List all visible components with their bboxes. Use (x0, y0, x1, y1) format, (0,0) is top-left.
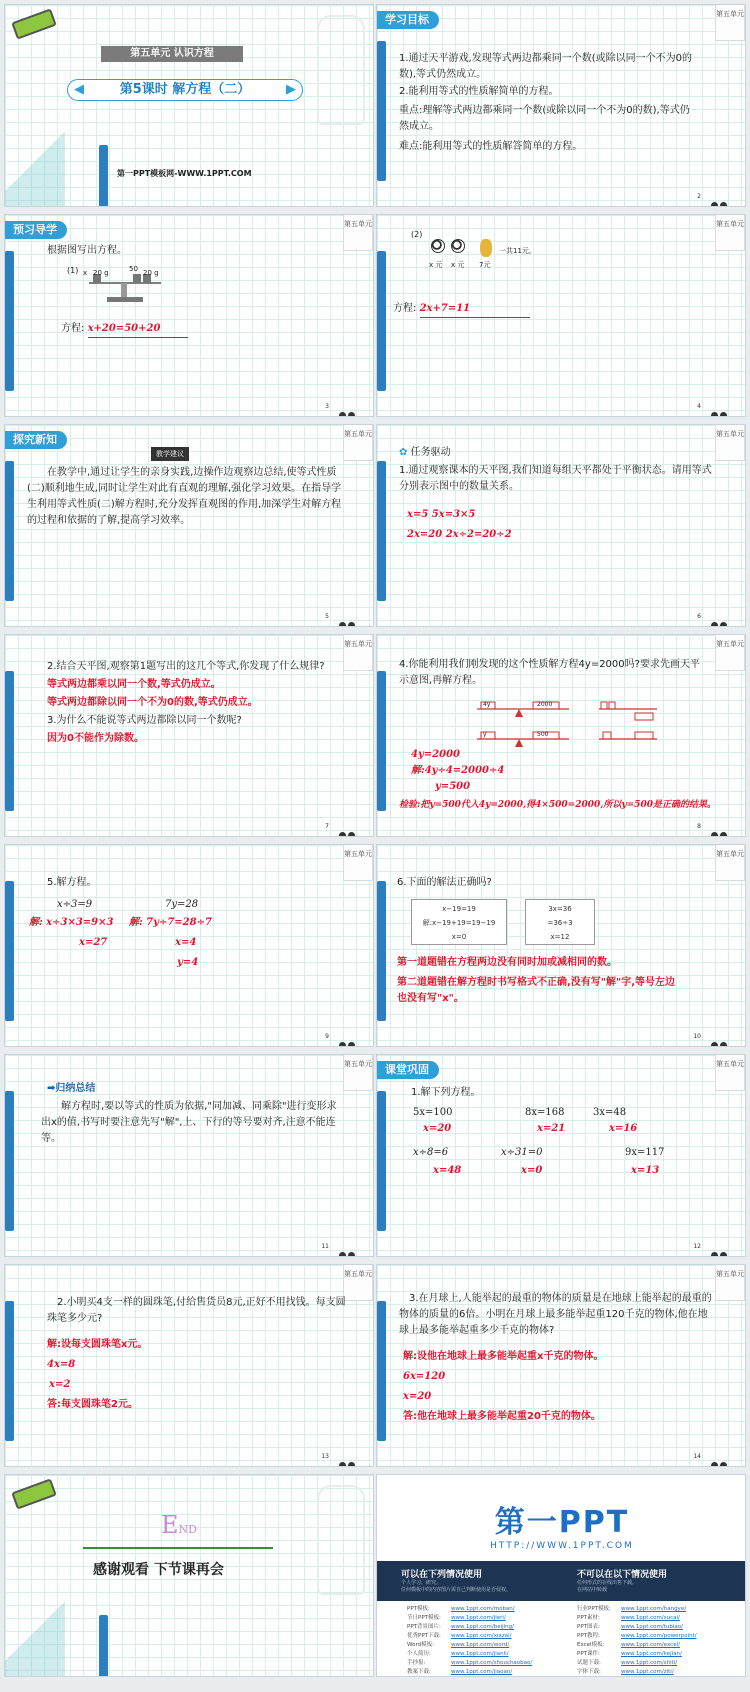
link-label: 个人简历: (407, 1651, 431, 1657)
item-number: (2) (411, 230, 423, 239)
problem-3: 3.在月球上,人能举起的最重的物体的质量是在地球上能举起的最重的物体的质量的6倍。小明在月球上最多能举起重120千克的物体,他在地球上最多能举起重多少千克的物体? (399, 1293, 712, 1336)
practice-eq-4: x÷8=6 (413, 1147, 449, 1158)
allowed-note-1: 个人学习、研究。 (401, 1580, 442, 1586)
nav-dots-icon[interactable] (709, 614, 737, 621)
backpack-icon (317, 15, 365, 125)
forbidden-link-row[interactable] (577, 1640, 680, 1648)
objective-1: 1.通过天平游戏,发现等式两边都乘同一个数(或除以同一个不为0的数),等式仍然成立。 (399, 53, 692, 80)
teaching-tip-box: 教学建议 (151, 447, 189, 461)
prev-arrow-icon[interactable]: ◀ (74, 82, 84, 97)
page-number: 3 (325, 403, 329, 410)
allowed-link-row[interactable] (407, 1622, 514, 1630)
site-footer: 第一PPT模板网-WWW.1PPT.COM (117, 169, 252, 178)
diagram-label-y: y (483, 731, 487, 738)
link-label: PPT背景图片: (407, 1624, 441, 1630)
unit-badge: 第五单元 (343, 845, 373, 881)
allowed-note-2: 任何模板中的内容图片需自己判断使用是否侵权。 (401, 1587, 512, 1593)
box1-line-3: x=0 (451, 933, 467, 941)
weight-label-x: x (83, 269, 88, 277)
unit-badge: 第五单元 (343, 1265, 373, 1301)
allowed-link-row[interactable] (407, 1604, 515, 1612)
link-label: 教案下载: (407, 1669, 431, 1675)
page-number: 6 (697, 613, 701, 620)
link-url[interactable]: www.1ppt.com/powerpoint/ (621, 1633, 697, 1639)
allowed-link-row[interactable] (407, 1658, 532, 1666)
practice-ans-5: x=0 (521, 1165, 543, 1176)
info-panel (377, 1561, 746, 1677)
gear-icon: ✿ (399, 447, 408, 458)
section-tag: 预习导学 (5, 221, 67, 239)
page-number: 5 (325, 613, 329, 620)
link-url[interactable]: www.1ppt.com/word/ (451, 1642, 510, 1648)
weight-label-50: 50 (129, 265, 138, 273)
unit-badge: 第五单元 (715, 425, 745, 461)
eraser-icon (11, 8, 57, 39)
slide-9-solve[interactable] (4, 844, 374, 1047)
unit-badge: 第五单元 (715, 5, 745, 41)
link-url[interactable]: www.1ppt.com/beijing/ (451, 1624, 515, 1630)
link-label: PPT素材: (577, 1615, 600, 1621)
slide-6-task[interactable] (376, 424, 746, 627)
arrow-right-icon: ➡ (47, 1083, 56, 1094)
question-6: 6.下面的解法正确吗? (397, 877, 492, 888)
unit-badge: 第五单元 (715, 845, 745, 881)
section-tag: 课堂巩固 (377, 1061, 439, 1079)
allowed-link-row[interactable] (407, 1649, 509, 1657)
link-url[interactable]: www.1ppt.com/jiaoan/ (451, 1669, 513, 1675)
forbidden-link-row[interactable] (577, 1649, 682, 1657)
pencil-icon (377, 1301, 386, 1441)
solution-line-2: 解:4y÷4=2000÷4 (411, 765, 505, 776)
critique-2: 第二道题错在解方程时书写格式不正确,没有写"解"字,等号左边也没有写"x"。 (397, 977, 676, 1004)
end-mark (161, 1511, 197, 1539)
practice-eq-5: x÷31=0 (501, 1147, 543, 1158)
link-url[interactable]: www.1ppt.com/ziti/ (621, 1669, 674, 1675)
page-number: 2 (697, 193, 701, 200)
link-label: 手抄报: (407, 1660, 426, 1666)
problem-2-ans-2: 4x=8 (47, 1359, 76, 1370)
equation-row (393, 301, 530, 318)
problem-3-ans-2: 6x=120 (403, 1371, 446, 1382)
link-url[interactable]: www.1ppt.com/shiti/ (621, 1660, 678, 1666)
practice-ans-6: x=13 (631, 1165, 660, 1176)
lesson-title: 第5课时 解方程（二） (119, 82, 251, 97)
unit-badge: 第五单元 (715, 215, 745, 251)
problem-3-ans-1: 解:设他在地球上最多能举起重x千克的物体。 (403, 1351, 604, 1362)
nav-dots-icon[interactable] (709, 824, 737, 831)
answer-2a: 等式两边都乘以同一个数,等式仍成立。 (47, 679, 221, 690)
diagram-label-2000: 2000 (537, 701, 553, 708)
answer-2: 2x=20 2x÷2=20÷2 (407, 529, 512, 540)
allowed-title: 可以在下列情况使用 (401, 1570, 483, 1580)
practice-eq-3: 3x=48 (593, 1107, 627, 1118)
forbidden-link-row[interactable] (577, 1613, 680, 1621)
logo-url: HTTP://WWW.1PPT.COM (490, 1541, 634, 1551)
practice-eq-6: 9x=117 (625, 1147, 665, 1158)
pencil-icon (377, 461, 386, 601)
objective-2: 2.能利用等式的性质解简单的方程。 (399, 86, 559, 97)
end-letter-e: E (161, 1511, 179, 1539)
practice-ans-2: x=21 (537, 1123, 566, 1134)
problem-2: 2.小明买4支一样的圆珠笔,付给售货员8元,正好不用找钱。每支圆珠笔多少元? (47, 1297, 346, 1324)
slide-16-info[interactable] (376, 1474, 746, 1677)
pencil-icon (377, 251, 386, 391)
nav-dots-icon[interactable] (337, 1244, 365, 1251)
link-label: 试题下载: (577, 1660, 601, 1666)
item-number: (1) (67, 266, 79, 275)
answer-3: 因为0不能作为除数。 (47, 733, 144, 744)
solution-b-3: y=4 (177, 957, 199, 968)
pineapple-icon (480, 239, 492, 257)
question-2: 2.结合天平图,观察第1题写出的这几个等式,你发现了什么规律? (47, 661, 325, 672)
slide-10-check[interactable] (376, 844, 746, 1047)
slide-11-summary[interactable] (4, 1054, 374, 1257)
practice-ans-4: x=48 (433, 1165, 462, 1176)
link-url[interactable]: www.1ppt.com/xiazai/ (451, 1633, 512, 1639)
forbidden-link-row[interactable] (577, 1631, 697, 1639)
divider (83, 1547, 273, 1549)
end-letters-nd: ND (178, 1523, 197, 1536)
eraser-icon (11, 1478, 57, 1509)
link-label: PPT教程: (577, 1633, 600, 1639)
lesson-title-bar (67, 79, 303, 101)
forbidden-link-row[interactable] (577, 1658, 677, 1666)
page-number: 13 (321, 1453, 329, 1460)
equation-answer: x+20=50+20 (88, 321, 188, 338)
task-heading: ✿ 任务驱动 (399, 447, 451, 458)
diagram-label-4y: 4y (483, 701, 491, 708)
forbidden-title: 不可以在以下情况使用 (577, 1570, 668, 1580)
allowed-link-row[interactable] (407, 1631, 512, 1639)
teaching-tip-text: 在教学中,通过让学生的亲身实践,边操作边观察边总结,使等式性质(二)顺利地生成,同时让学生对此有直观的理解,强化学习效果。在指导学生利用等式性质(二)解方程时,充分发挥直观图的作用,加深学生对解方程的过程和依据的了解,提高学习效率。 (27, 467, 342, 526)
summary-text: 解方程时,要以等式的性质为依据,"同加减、同乘除"进行变形求出x的值,书写时要注意先写"解",上、下行的等号要对齐,注意不能连等。 (41, 1101, 337, 1144)
ball-icon (451, 239, 465, 253)
practice-ans-1: x=20 (423, 1123, 452, 1134)
link-label: Word模板: (407, 1642, 434, 1648)
unit-badge: 第五单元 (343, 635, 373, 671)
slide-4-preview-2[interactable] (376, 214, 746, 417)
solution-a-1: 解: x÷3×3=9×3 (29, 917, 114, 928)
pencil-icon (377, 1091, 386, 1231)
forbidden-note-2: 在网站中转载 (577, 1587, 608, 1593)
practice-eq-1: 5x=100 (413, 1107, 453, 1118)
weight-label-x-unit: 20 g (93, 269, 109, 277)
nav-dots-icon[interactable] (709, 194, 737, 201)
link-url[interactable]: www.1ppt.com/jieri/ (451, 1615, 506, 1621)
page-number: 10 (693, 1033, 701, 1040)
nav-dots-icon[interactable] (709, 404, 737, 411)
link-label: 行业PPT模板: (577, 1606, 611, 1612)
forbidden-link-row[interactable] (577, 1622, 683, 1630)
link-label: 字体下载: (577, 1669, 601, 1675)
slide-15-end[interactable] (4, 1474, 374, 1677)
link-label: 节日PPT模板: (407, 1615, 441, 1621)
thanks-text: 感谢观看 下节课再会 (93, 1562, 224, 1578)
critique-1: 第一道题错在方程两边没有同时加或减相同的数。 (397, 957, 617, 968)
nav-dots-icon[interactable] (337, 824, 365, 831)
link-url[interactable]: www.1ppt.com/jianli/ (451, 1651, 509, 1657)
practice-question: 1.解下列方程。 (411, 1087, 481, 1098)
problem-2-ans-4: 答:每支圆珠笔2元。 (47, 1399, 138, 1410)
diagram-label-500: 500 (537, 731, 549, 738)
link-url[interactable]: www.1ppt.com/shouchaobao/ (451, 1660, 533, 1666)
slide-7-rules[interactable] (4, 634, 374, 837)
equation-a: x÷3=9 (57, 899, 93, 910)
key-point: 重点:理解等式两边都乘同一个数(或除以同一个不为0的数),等式仍然成立。 (399, 105, 690, 132)
slide-12-practice[interactable] (376, 1054, 746, 1257)
backpack-icon (317, 1485, 365, 1595)
allowed-link-row[interactable] (407, 1640, 509, 1648)
box2-line-3: x=12 (550, 933, 570, 941)
page-number: 9 (325, 1033, 329, 1040)
box2-line-1: 3x=36 (548, 905, 572, 913)
slide-8-solve-4y[interactable] (376, 634, 746, 837)
pencil-icon (5, 881, 14, 1021)
link-url[interactable]: www.1ppt.com/hangye/ (621, 1606, 687, 1612)
box1-line-1: x−19=19 (442, 905, 476, 913)
equation-row (61, 321, 188, 338)
triangle-ruler-icon (5, 115, 65, 207)
slide-1-cover[interactable] (4, 4, 374, 207)
problem-2-ans-1: 解:设每支圆珠笔x元。 (47, 1339, 148, 1350)
nav-dots-icon[interactable] (709, 1454, 737, 1461)
difficulty-point: 难点:能利用等式的性质解答简单的方程。 (399, 141, 583, 152)
link-url[interactable]: www.1ppt.com/excel/ (621, 1642, 680, 1648)
equation-label: 方程: (61, 323, 85, 334)
equation-answer: 2x+7=11 (420, 301, 530, 318)
price-label-3: 7元 (479, 261, 491, 269)
nav-dots-icon[interactable] (709, 1244, 737, 1251)
nav-dots-icon[interactable] (337, 1454, 365, 1461)
unit-badge: 第五单元 (343, 1055, 373, 1091)
slide-13-word-problem[interactable] (4, 1264, 374, 1467)
link-label: PPT模板: (407, 1606, 430, 1612)
page-number: 8 (697, 823, 701, 830)
summary-heading: ➡归纳总结 (47, 1083, 96, 1094)
unit-badge: 第五单元 (715, 1055, 745, 1091)
page-number: 11 (321, 1243, 329, 1250)
pencil-icon (5, 1301, 14, 1441)
problem-2-ans-3: x=2 (49, 1379, 71, 1390)
solution-box-1 (411, 899, 507, 945)
pencil-icon (377, 41, 386, 181)
section-tag: 学习目标 (377, 11, 439, 29)
nav-dots-icon[interactable] (709, 1034, 737, 1041)
pencil-icon (377, 671, 386, 811)
box1-line-2: 解:x−19+19=19−19 (422, 919, 496, 927)
answer-1: x=5 5x=3×5 (407, 509, 476, 520)
question-5: 5.解方程。 (47, 877, 97, 888)
question-3: 3.为什么不能说等式两边都除以同一个数呢? (47, 715, 242, 726)
page-number: 7 (325, 823, 329, 830)
answer-2b: 等式两边都除以同一个不为0的数,等式仍成立。 (47, 697, 258, 708)
pencil-icon (99, 1615, 108, 1677)
pencil-icon (377, 881, 386, 1021)
slide-5-explore[interactable] (4, 424, 374, 627)
unit-badge: 第五单元 (715, 1265, 745, 1301)
page-number: 14 (693, 1453, 701, 1460)
pencil-icon (99, 145, 108, 207)
practice-ans-3: x=16 (609, 1123, 638, 1134)
forbidden-note-1: 任何形式的在线出售下载。 (577, 1580, 638, 1586)
slide-2-objectives[interactable] (376, 4, 746, 207)
task-question: 1.通过观察课本的天平图,我们知道每组天平都处于平衡状态。请用等式分别表示图中的数量关系。 (399, 465, 712, 492)
solution-a-2: x=27 (79, 937, 108, 948)
price-label-1: x 元 (429, 261, 443, 269)
forbidden-link-row[interactable] (577, 1604, 686, 1612)
nav-dots-icon[interactable] (337, 1034, 365, 1041)
question-4: 4.你能利用我们刚发现的这个性质解方程4y=2000吗?要求先画天平示意图,再解方程。 (399, 659, 700, 686)
box2-line-2: =36÷3 (547, 919, 573, 927)
slide-3-preview[interactable] (4, 214, 374, 417)
solution-b-2: x=4 (175, 937, 197, 948)
link-url[interactable]: www.1ppt.com/tubiao/ (621, 1624, 683, 1630)
practice-eq-2: 8x=168 (525, 1107, 565, 1118)
pencil-icon (5, 461, 14, 601)
page-number: 12 (693, 1243, 701, 1250)
problem-3-ans-3: x=20 (403, 1391, 432, 1402)
price-label-2: x 元 (451, 261, 465, 269)
slide-14-word-problem[interactable] (376, 1264, 746, 1467)
link-label: Excel模板: (577, 1642, 605, 1648)
pencil-icon (5, 1091, 14, 1231)
solution-line-3: y=500 (435, 781, 471, 792)
solution-line-1: 4y=2000 (411, 749, 460, 760)
unit-badge: 第五单元 (715, 635, 745, 671)
section-tag: 探究新知 (5, 431, 67, 449)
pencil-icon (5, 671, 14, 811)
unit-bar: 第五单元 认识方程 (101, 46, 243, 62)
balance-diagram-2 (595, 699, 661, 755)
link-url[interactable]: www.1ppt.com/moban/ (451, 1606, 515, 1612)
equation-label: 方程: (393, 303, 417, 314)
unit-badge: 第五单元 (343, 215, 373, 251)
nav-dots-icon[interactable] (337, 404, 365, 411)
solution-b-1: 解: 7y÷7=28÷7 (129, 917, 212, 928)
nav-dots-icon[interactable] (337, 614, 365, 621)
instruction: 根据图写出方程。 (47, 245, 127, 256)
equation-b: 7y=28 (165, 899, 199, 910)
next-arrow-icon[interactable]: ▶ (286, 82, 296, 97)
link-url[interactable]: www.1ppt.com/sucai/ (621, 1615, 680, 1621)
pencil-icon (5, 251, 14, 391)
solution-box-2 (525, 899, 595, 945)
resource-links (377, 1601, 746, 1677)
weight-label-20: 20 g (143, 269, 159, 277)
logo-block (377, 1475, 746, 1561)
problem-3-ans-4: 答:他在地球上最多能举起重20千克的物体。 (403, 1411, 601, 1422)
allowed-link-row[interactable] (407, 1667, 512, 1675)
total-label: 一共11元。 (499, 247, 536, 255)
logo-text: 第一PPT (494, 1505, 630, 1540)
ball-icon (431, 239, 445, 253)
link-label: PPT课件: (577, 1651, 600, 1657)
link-label: PPT图表: (577, 1624, 600, 1630)
forbidden-link-row[interactable] (577, 1667, 674, 1675)
allowed-link-row[interactable] (407, 1613, 506, 1621)
check-line: 检验:把y=500代入4y=2000,得4×500=2000,所以y=500是正确的结果。 (399, 800, 716, 810)
triangle-ruler-icon (5, 1585, 65, 1677)
unit-badge: 第五单元 (343, 425, 373, 461)
page-number: 4 (697, 403, 701, 410)
link-url[interactable]: www.1ppt.com/kejian/ (621, 1651, 682, 1657)
link-label: 优秀PPT下载: (407, 1633, 441, 1639)
